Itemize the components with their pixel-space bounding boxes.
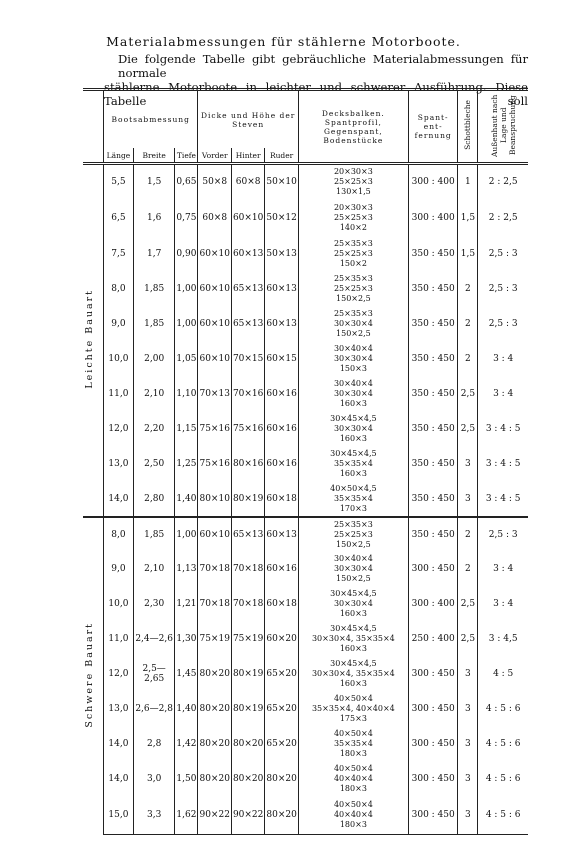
cell-laenge: 9,0 xyxy=(104,307,134,342)
cell-schott: 2 xyxy=(458,307,478,342)
cell-spant: 350 : 450 xyxy=(408,377,458,412)
cell-schott: 2 xyxy=(458,517,478,552)
table-row xyxy=(83,517,528,552)
group-label xyxy=(83,164,104,517)
cell-spant: 300 : 400 xyxy=(408,200,458,236)
table-row xyxy=(83,307,528,342)
decks-line: 140×2 xyxy=(339,222,367,232)
table-row xyxy=(83,727,528,762)
cell-ruder: 65×20 xyxy=(265,657,298,692)
cell-breite: 2,5—2,65 xyxy=(133,657,175,692)
decks-line: 25×25×3 xyxy=(333,248,373,258)
cell-decks xyxy=(298,447,408,482)
cell-ruder: 60×13 xyxy=(265,307,298,342)
cell-ruder: 50×12 xyxy=(265,200,298,236)
cell-hinter: 70×18 xyxy=(231,587,264,622)
cell-aussen: 3 : 4 xyxy=(478,587,528,622)
cell-decks xyxy=(298,797,408,835)
cell-schott: 3 xyxy=(458,692,478,727)
cell-breite: 2,6—2,8 xyxy=(133,692,175,727)
cell-breite: 1,6 xyxy=(133,200,175,236)
cell-ruder: 60×16 xyxy=(265,447,298,482)
decks-line: 25×35×3 xyxy=(333,274,373,283)
cell-hinter: 60×8 xyxy=(231,164,264,200)
cell-spant: 300 : 450 xyxy=(408,657,458,692)
decks-line: 180×3 xyxy=(339,749,367,758)
intro-line: Die folgende Tabelle gibt gebräuchliche Materialabmessungen für normale xyxy=(118,52,528,80)
cell-spant: 300 : 400 xyxy=(408,164,458,200)
decks-line: 160×3 xyxy=(339,469,367,478)
cell-hinter: 70×18 xyxy=(231,552,264,587)
cell-aussen: 3 : 4 : 5 xyxy=(478,447,528,482)
cell-decks xyxy=(298,692,408,727)
cell-hinter: 90×22 xyxy=(231,797,264,835)
cell-hinter: 70×16 xyxy=(231,377,264,412)
table-row xyxy=(83,377,528,412)
cell-ruder: 80×20 xyxy=(265,762,298,797)
cell-schott: 1 xyxy=(458,164,478,200)
table-row xyxy=(83,587,528,622)
cell-schott: 2 xyxy=(458,552,478,587)
cell-vorder: 80×20 xyxy=(198,692,231,727)
cell-hinter: 80×20 xyxy=(231,762,264,797)
cell-aussen: 2,5 : 3 xyxy=(478,517,528,552)
cell-vorder: 75×19 xyxy=(198,622,231,657)
decks-line: 30×30×4 xyxy=(333,424,373,433)
table-row xyxy=(83,692,528,727)
cell-breite: 2,00 xyxy=(133,342,175,377)
decks-line: 25×25×3 xyxy=(333,177,373,187)
cell-tiefe: 0,65 xyxy=(175,164,198,200)
cell-spant: 250 : 400 xyxy=(408,622,458,657)
cell-laenge: 12,0 xyxy=(104,412,134,447)
cell-vorder: 60×10 xyxy=(198,272,231,307)
cell-spant: 300 : 450 xyxy=(408,692,458,727)
cell-tiefe: 1,05 xyxy=(175,342,198,377)
cell-tiefe: 1,15 xyxy=(175,412,198,447)
table-row xyxy=(83,622,528,657)
group-label-header xyxy=(83,90,104,149)
cell-decks xyxy=(298,377,408,412)
decksbalken-header: Decksbalken. Spantprofil, Gegenspant, Bodenstücke xyxy=(298,90,408,164)
decks-line: 180×3 xyxy=(339,784,367,793)
cell-tiefe: 1,00 xyxy=(175,272,198,307)
cell-ruder: 60×15 xyxy=(265,342,298,377)
cell-aussen: 3 : 4 : 5 xyxy=(478,412,528,447)
cell-decks xyxy=(298,657,408,692)
cell-vorder: 50×8 xyxy=(198,164,231,200)
cell-hinter: 65×13 xyxy=(231,517,264,552)
cell-aussen: 3 : 4 xyxy=(478,552,528,587)
decks-line: 40×50×4 xyxy=(333,800,373,810)
cell-breite: 1,85 xyxy=(133,517,175,552)
cell-hinter: 80×19 xyxy=(231,692,264,727)
cell-ruder: 60×16 xyxy=(265,412,298,447)
table-row xyxy=(83,447,528,482)
tiefe-header: Tiefe xyxy=(175,148,198,164)
cell-hinter: 70×15 xyxy=(231,342,264,377)
cell-aussen: 4 : 5 : 6 xyxy=(478,797,528,835)
cell-decks xyxy=(298,200,408,236)
cell-spant: 300 : 400 xyxy=(408,587,458,622)
cell-schott: 2,5 xyxy=(458,412,478,447)
cell-breite: 2,30 xyxy=(133,587,175,622)
cell-laenge: 14,0 xyxy=(104,482,134,517)
cell-tiefe: 0,75 xyxy=(175,200,198,236)
decks-line: 160×3 xyxy=(339,609,367,618)
decks-line: 160×3 xyxy=(339,434,367,443)
cell-vorder: 80×10 xyxy=(198,482,231,517)
cell-vorder: 80×20 xyxy=(198,762,231,797)
cell-laenge: 13,0 xyxy=(104,447,134,482)
cell-ruder: 60×18 xyxy=(265,482,298,517)
cell-breite: 1,85 xyxy=(133,272,175,307)
cell-vorder: 80×20 xyxy=(198,657,231,692)
cell-spant: 350 : 450 xyxy=(408,272,458,307)
table-row xyxy=(83,657,528,692)
cell-tiefe: 1,30 xyxy=(175,622,198,657)
cell-decks xyxy=(298,482,408,517)
cell-hinter: 60×13 xyxy=(231,236,264,272)
decks-line: 40×40×4 xyxy=(333,774,373,783)
cell-tiefe: 1,40 xyxy=(175,692,198,727)
cell-laenge: 6,5 xyxy=(104,200,134,236)
cell-vorder: 60×8 xyxy=(198,200,231,236)
aussenhaut-header-text: Außenhaut nach Lage und Beanspruchung xyxy=(489,93,517,157)
cell-ruder: 80×20 xyxy=(265,797,298,835)
decks-line: 35×35×4, 40×40×4 xyxy=(311,704,395,713)
materials-table xyxy=(83,88,528,835)
cell-schott: 3 xyxy=(458,762,478,797)
cell-tiefe: 1,62 xyxy=(175,797,198,835)
cell-ruder: 50×10 xyxy=(265,164,298,200)
cell-ruder: 60×20 xyxy=(265,622,298,657)
decks-line: 40×50×4 xyxy=(333,694,373,703)
cell-aussen: 2 : 2,5 xyxy=(478,164,528,200)
decks-line: 30×30×4, 35×35×4 xyxy=(311,634,395,643)
cell-hinter: 75×19 xyxy=(231,622,264,657)
cell-laenge: 11,0 xyxy=(104,377,134,412)
cell-aussen: 4 : 5 : 6 xyxy=(478,727,528,762)
cell-spant: 350 : 450 xyxy=(408,236,458,272)
cell-decks xyxy=(298,342,408,377)
breite-header: Breite xyxy=(133,148,175,164)
cell-aussen: 4 : 5 : 6 xyxy=(478,692,528,727)
cell-aussen: 4 : 5 xyxy=(478,657,528,692)
table-body xyxy=(83,164,528,835)
decks-line: 30×45×4,5 xyxy=(330,449,377,458)
cell-laenge: 9,0 xyxy=(104,552,134,587)
cell-spant: 350 : 450 xyxy=(408,447,458,482)
cell-vorder: 60×10 xyxy=(198,307,231,342)
table-row xyxy=(83,200,528,236)
dicke-header: Dicke und Höhe der Steven xyxy=(198,90,298,149)
cell-spant: 300 : 450 xyxy=(408,552,458,587)
cell-decks xyxy=(298,272,408,307)
cell-tiefe: 0,90 xyxy=(175,236,198,272)
cell-hinter: 80×19 xyxy=(231,657,264,692)
cell-schott: 2,5 xyxy=(458,377,478,412)
cell-schott: 3 xyxy=(458,797,478,835)
cell-schott: 2 xyxy=(458,272,478,307)
cell-decks xyxy=(298,412,408,447)
decks-line: 30×30×4 xyxy=(333,354,373,363)
cell-tiefe: 1,45 xyxy=(175,657,198,692)
cell-spant: 350 : 450 xyxy=(408,342,458,377)
cell-breite: 2,80 xyxy=(133,482,175,517)
group-label-subheader xyxy=(83,148,104,164)
cell-ruder: 60×16 xyxy=(265,552,298,587)
decks-line: 150×2 xyxy=(339,258,367,268)
cell-laenge: 12,0 xyxy=(104,657,134,692)
cell-breite: 2,10 xyxy=(133,377,175,412)
cell-laenge: 14,0 xyxy=(104,727,134,762)
cell-decks xyxy=(298,236,408,272)
cell-vorder: 75×16 xyxy=(198,447,231,482)
cell-aussen: 3 : 4 : 5 xyxy=(478,482,528,517)
cell-breite: 1,5 xyxy=(133,164,175,200)
decks-line: 40×50×4 xyxy=(333,729,373,738)
cell-schott: 2,5 xyxy=(458,587,478,622)
schott-header-text: Schottbleche xyxy=(463,100,473,150)
decks-line: 25×35×3 xyxy=(333,519,373,529)
decks-line: 160×3 xyxy=(339,679,367,688)
cell-schott: 1,5 xyxy=(458,236,478,272)
decks-line: 40×50×4,5 xyxy=(330,483,377,493)
decks-line: 25×25×3 xyxy=(333,284,373,293)
cell-tiefe: 1,25 xyxy=(175,447,198,482)
cell-breite: 2,4—2,6 xyxy=(133,622,175,657)
cell-breite: 3,3 xyxy=(133,797,175,835)
cell-vorder: 70×18 xyxy=(198,552,231,587)
cell-breite: 1,85 xyxy=(133,307,175,342)
cell-laenge: 14,0 xyxy=(104,762,134,797)
cell-hinter: 65×13 xyxy=(231,307,264,342)
cell-laenge: 15,0 xyxy=(104,797,134,835)
hinter-header: Hinter xyxy=(231,148,264,164)
decks-line: 150×2,5 xyxy=(336,329,371,338)
cell-decks xyxy=(298,552,408,587)
table-row xyxy=(83,236,528,272)
cell-spant: 350 : 450 xyxy=(408,482,458,517)
laenge-header: Länge xyxy=(104,148,134,164)
cell-tiefe: 1,21 xyxy=(175,587,198,622)
decks-line: 30×30×4 xyxy=(333,389,373,398)
intro-line: stählerne Motorboote in leichter und schwerer Ausführung. Diese Tabelle soll xyxy=(104,80,528,108)
cell-hinter: 60×10 xyxy=(231,200,264,236)
cell-ruder: 65×20 xyxy=(265,692,298,727)
cell-breite: 2,10 xyxy=(133,552,175,587)
decks-line: 150×2,5 xyxy=(336,574,371,583)
decks-line: 35×35×4 xyxy=(333,739,373,748)
table-row xyxy=(83,164,528,200)
cell-schott: 2 xyxy=(458,342,478,377)
cell-vorder: 80×20 xyxy=(198,727,231,762)
cell-vorder: 75×16 xyxy=(198,412,231,447)
cell-laenge: 7,5 xyxy=(104,236,134,272)
cell-laenge: 10,0 xyxy=(104,587,134,622)
decks-line: 180×3 xyxy=(339,820,367,830)
cell-vorder: 60×10 xyxy=(198,517,231,552)
decks-line: 150×2,5 xyxy=(336,539,371,549)
cell-breite: 2,8 xyxy=(133,727,175,762)
decks-line: 160×3 xyxy=(339,399,367,408)
cell-aussen: 2,5 : 3 xyxy=(478,236,528,272)
cell-vorder: 90×22 xyxy=(198,797,231,835)
cell-laenge: 13,0 xyxy=(104,692,134,727)
cell-laenge: 10,0 xyxy=(104,342,134,377)
cell-decks xyxy=(298,164,408,200)
page-title: Materialabmessungen für stählerne Motorboote. xyxy=(106,34,461,49)
cell-tiefe: 1,42 xyxy=(175,727,198,762)
cell-schott: 3 xyxy=(458,727,478,762)
spant-header: Spant-ent-fernung xyxy=(408,90,458,164)
cell-ruder: 60×13 xyxy=(265,272,298,307)
group-label-text: Schwere Bauart xyxy=(84,621,95,728)
aussenhaut-header xyxy=(478,90,528,164)
cell-decks xyxy=(298,587,408,622)
cell-hinter: 80×19 xyxy=(231,482,264,517)
cell-laenge: 11,0 xyxy=(104,622,134,657)
cell-laenge: 8,0 xyxy=(104,517,134,552)
cell-ruder: 60×16 xyxy=(265,377,298,412)
cell-vorder: 60×10 xyxy=(198,236,231,272)
decks-line: 25×35×3 xyxy=(333,309,373,318)
cell-ruder: 60×18 xyxy=(265,587,298,622)
decks-line: 170×3 xyxy=(339,503,367,513)
decks-line: 150×2,5 xyxy=(336,294,371,303)
decks-line: 30×40×4 xyxy=(333,554,373,563)
decks-line: 30×30×4 xyxy=(333,564,373,573)
cell-tiefe: 1,00 xyxy=(175,517,198,552)
cell-vorder: 70×18 xyxy=(198,587,231,622)
group-label xyxy=(83,517,104,835)
table-row xyxy=(83,762,528,797)
cell-schott: 3 xyxy=(458,482,478,517)
decks-line: 35×35×4 xyxy=(333,459,373,468)
cell-decks xyxy=(298,727,408,762)
decks-line: 40×40×4 xyxy=(333,810,373,820)
cell-aussen: 2 : 2,5 xyxy=(478,200,528,236)
cell-spant: 300 : 450 xyxy=(408,762,458,797)
decks-line: 30×30×4 xyxy=(333,599,373,608)
cell-decks xyxy=(298,307,408,342)
cell-vorder: 60×10 xyxy=(198,342,231,377)
decks-line: 25×25×3 xyxy=(333,212,373,222)
decks-line: 35×35×4 xyxy=(333,493,373,503)
cell-aussen: 3 : 4 xyxy=(478,377,528,412)
table-row xyxy=(83,797,528,835)
cell-tiefe: 1,50 xyxy=(175,762,198,797)
cell-breite: 1,7 xyxy=(133,236,175,272)
cell-hinter: 65×13 xyxy=(231,272,264,307)
cell-ruder: 60×13 xyxy=(265,517,298,552)
cell-decks xyxy=(298,762,408,797)
cell-aussen: 3 : 4 xyxy=(478,342,528,377)
cell-decks xyxy=(298,517,408,552)
decks-line: 30×30×4 xyxy=(333,319,373,328)
cell-aussen: 2,5 : 3 xyxy=(478,272,528,307)
cell-vorder: 70×13 xyxy=(198,377,231,412)
cell-aussen: 3 : 4,5 xyxy=(478,622,528,657)
cell-hinter: 80×16 xyxy=(231,447,264,482)
cell-tiefe: 1,00 xyxy=(175,307,198,342)
table-row xyxy=(83,272,528,307)
decks-line: 20×30×3 xyxy=(333,167,373,177)
cell-breite: 2,50 xyxy=(133,447,175,482)
decks-line: 30×45×4,5 xyxy=(330,589,377,598)
schott-header xyxy=(458,90,478,164)
decks-line: 150×3 xyxy=(339,364,367,373)
cell-breite: 2,20 xyxy=(133,412,175,447)
table-row xyxy=(83,482,528,517)
cell-hinter: 80×20 xyxy=(231,727,264,762)
decks-line: 130×1,5 xyxy=(336,187,371,197)
cell-tiefe: 1,13 xyxy=(175,552,198,587)
cell-aussen: 2,5 : 3 xyxy=(478,307,528,342)
cell-breite: 3,0 xyxy=(133,762,175,797)
table-row xyxy=(83,412,528,447)
cell-ruder: 65×20 xyxy=(265,727,298,762)
cell-laenge: 8,0 xyxy=(104,272,134,307)
cell-spant: 350 : 450 xyxy=(408,307,458,342)
cell-hinter: 75×16 xyxy=(231,412,264,447)
decks-line: 20×30×3 xyxy=(333,202,373,212)
cell-spant: 350 : 450 xyxy=(408,412,458,447)
decks-line: 30×40×4 xyxy=(333,379,373,388)
cell-schott: 3 xyxy=(458,657,478,692)
decks-line: 25×35×3 xyxy=(333,238,373,248)
cell-ruder: 50×13 xyxy=(265,236,298,272)
cell-aussen: 4 : 5 : 6 xyxy=(478,762,528,797)
cell-tiefe: 1,10 xyxy=(175,377,198,412)
cell-schott: 2,5 xyxy=(458,622,478,657)
cell-schott: 1,5 xyxy=(458,200,478,236)
cell-schott: 3 xyxy=(458,447,478,482)
decks-line: 175×3 xyxy=(339,714,367,723)
cell-tiefe: 1,40 xyxy=(175,482,198,517)
decks-line: 30×45×4,5 xyxy=(330,659,377,668)
cell-decks xyxy=(298,622,408,657)
decks-line: 160×3 xyxy=(339,644,367,653)
bootsabmessung-header: Bootsabmessung xyxy=(104,90,198,149)
cell-spant: 300 : 450 xyxy=(408,797,458,835)
table-row xyxy=(83,552,528,587)
decks-line: 40×50×4 xyxy=(333,764,373,773)
group-label-text: Leichte Bauart xyxy=(84,288,95,389)
decks-line: 25×25×3 xyxy=(333,529,373,539)
cell-spant: 300 : 450 xyxy=(408,727,458,762)
decks-line: 30×40×4 xyxy=(333,344,373,353)
cell-laenge: 5,5 xyxy=(104,164,134,200)
decks-line: 30×45×4,5 xyxy=(330,414,377,423)
table-row xyxy=(83,342,528,377)
ruder-header: Ruder xyxy=(265,148,298,164)
cell-spant: 350 : 450 xyxy=(408,517,458,552)
decks-line: 30×30×4, 35×35×4 xyxy=(311,669,395,678)
decks-line: 30×45×4,5 xyxy=(330,624,377,633)
vorder-header: Vorder xyxy=(198,148,231,164)
